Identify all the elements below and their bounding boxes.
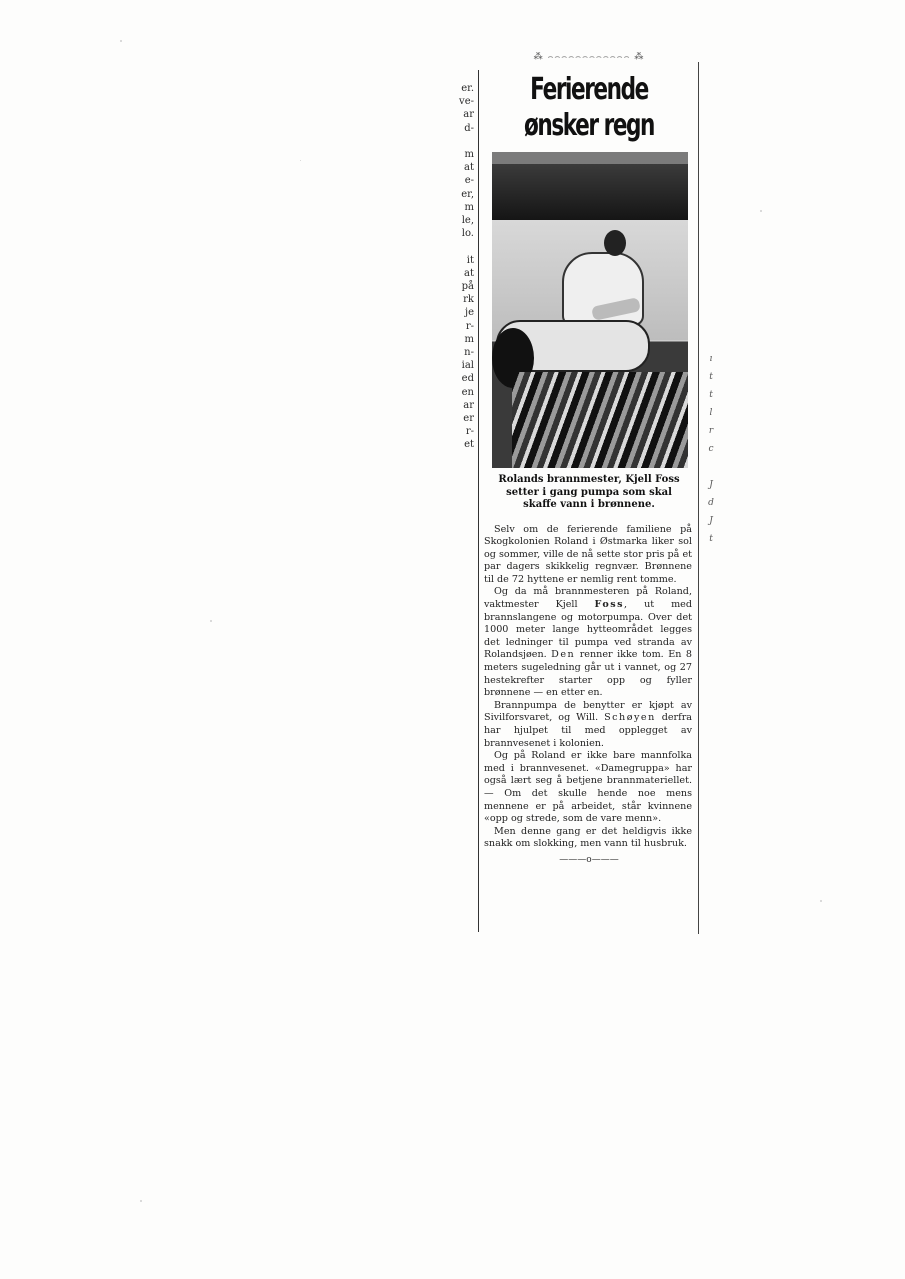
column-rule-left: [478, 70, 479, 932]
headline-line-1: Ferierende: [530, 72, 648, 107]
ornamental-top-border: ⁂ ⌢⌢⌢⌢⌢⌢⌢⌢⌢⌢⌢⌢ ⁂: [533, 52, 645, 62]
photo-pump-machinery: [512, 372, 688, 468]
text-run: , ut med brannslangene og motorpumpa. Over det 1000 meter lange hytteområdet legges det ledninger til pumpa ved stranda av Rolandsjøen.: [484, 599, 692, 661]
paragraph-4: Og på Roland er ikke bare mannfolka med i brannvesenet. «Damegruppa» har også lært seg å betjene brannmateriellet. — Om det skulle hende noe mens mennene er på arbeidet, står kvinnene «opp og strede, som de vare menn».: [484, 750, 692, 825]
paper-speck: [300, 160, 301, 161]
headline-line-2: ønsker regn: [524, 108, 654, 143]
newspaper-clipping: [484, 52, 694, 865]
text-den: Den: [551, 649, 576, 661]
name-schoyen: Schøyen: [604, 712, 656, 724]
adjacent-column-fragment-right: ı t t l r c J d J t: [708, 354, 714, 544]
text-run: Og da må brannmesteren på Roland, vaktmester Kjell: [484, 586, 692, 611]
paragraph-5: Men denne gang er det heldigvis ikke snakk om slokking, men vann til husbruk.: [484, 825, 692, 850]
photo-man-head: [604, 230, 626, 256]
paper-speck: [120, 40, 122, 42]
column-rule-right: [698, 62, 699, 934]
text-run: Brannpumpa de benytter er kjøpt av Sivilforsvaret, og Will.: [484, 699, 692, 724]
text-run: derfra har hjulpet til med opplegget av brannvesenet i kolonien.: [484, 712, 693, 749]
paper-speck: [760, 210, 762, 212]
photo-treeline: [492, 164, 688, 220]
paragraph-1: Selv om de ferierende familiene på Skogkolonien Roland i Østmarka liker sol og sommer, ville de nå sette stor pris på et par dagers skikkelig regnvær. Brønnene til de 72 hyttene er nemlig rent tomme.: [484, 523, 692, 585]
article-body: [484, 524, 694, 851]
photo-caption: Rolands brannmester, Kjell Foss setter i gang pumpa som skal skaffe vann i brønnene.: [498, 474, 680, 510]
paragraph-3: [484, 700, 692, 750]
end-mark: ———o———: [559, 854, 619, 865]
article-photo: [492, 152, 688, 468]
article-headline: [513, 72, 664, 144]
text-run: renner ikke tom. En 8 meters sugeledning går ut i vannet, og 27 hestekrefter starter opp og fyller brønnene — en etter en.: [484, 649, 692, 699]
adjacent-column-fragment: er. ve- ar d- m at e- er, m le, lo. it at på rk je r- m n- ial ed en ar er r- et: [459, 83, 474, 451]
paper-speck: [210, 620, 212, 622]
paper-speck: [140, 1200, 142, 1202]
name-foss: Foss: [594, 599, 625, 611]
paper-speck: [820, 900, 822, 902]
paragraph-2: [484, 586, 692, 699]
